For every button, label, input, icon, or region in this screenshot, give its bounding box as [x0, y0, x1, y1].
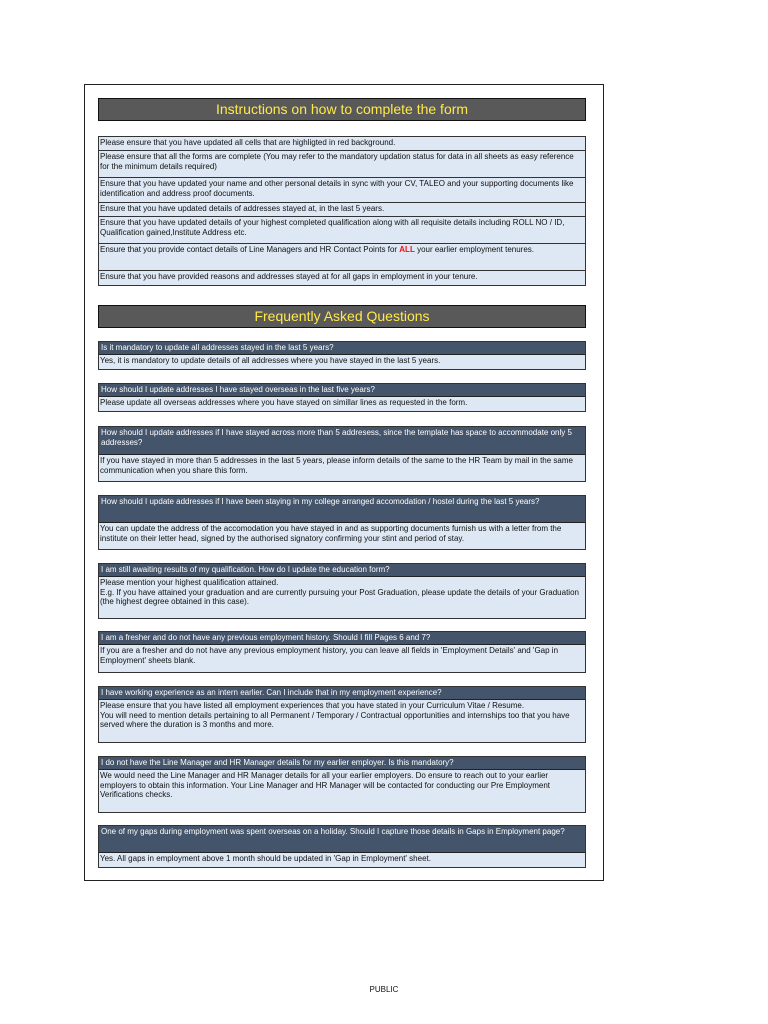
faq-question: One of my gaps during employment was spent overseas on a holiday. Should I capture those details in Gaps in Employment page?	[99, 826, 585, 853]
faq-item	[98, 426, 586, 482]
faq-question: I have working experience as an intern earlier. Can I include that in my employment experience?	[99, 687, 585, 700]
instruction-row: Ensure that you have provided reasons and addresses stayed at for all gaps in employment in your tenure.	[100, 272, 478, 281]
instruction-text: your earlier employment tenures.	[414, 245, 535, 254]
faq-question: How should I update addresses I have stayed overseas in the last five years?	[99, 384, 585, 397]
faq-question: I do not have the Line Manager and HR Manager details for my earlier employer. Is this mandatory?	[99, 757, 585, 770]
faq-answer: If you are a fresher and do not have any previous employment history, you can leave all fields in 'Employment Details' and 'Gap in Employment' sheets blank.	[99, 645, 585, 672]
instruction-text: Ensure that you provide contact details of Line Managers and HR Contact Points for	[100, 245, 400, 254]
highlight-all-text: ALL	[399, 245, 415, 254]
faq-question: How should I update addresses if I have been staying in my college arranged accomodation / hostel during the last 5 years?	[99, 496, 585, 523]
faq-answer: Yes. All gaps in employment above 1 month should be updated in 'Gap in Employment' sheet.	[99, 853, 585, 867]
instruction-row	[99, 244, 585, 271]
faq-answer: If you have stayed in more than 5 addresses in the last 5 years, please inform details of the same to the HR Team by mail in the same communication when you share this form.	[99, 455, 585, 481]
faq-question: How should I update addresses if I have stayed across more than 5 addresess, since the template has space to accommodate only 5 addresses?	[99, 427, 585, 455]
faq-answer: Please ensure that you have listed all employment experiences that you have stated in your Curriculum Vitae / Resume. You will need to mention details pertaining to all Permanent / Temporary / Contractual opportunities and internships too that you have served where the duration is 3 months and more.	[99, 700, 585, 742]
faq-item	[98, 495, 586, 550]
faq-answer: You can update the address of the accomodation you have stayed in and as supporting documents furnish us with a letter from the institute on their letter head, signed by the authorised signatory confirming your stint and period of stay.	[99, 523, 585, 549]
instruction-row: Ensure that you have updated your name and other personal details in sync with your CV, TALEO and your supporting documents like identification and address proof documents.	[99, 178, 585, 203]
instruction-row: Ensure that you have updated details of addresses stayed at, in the last 5 years.	[99, 203, 585, 217]
faq-answer: Please update all overseas addresses where you have stayed on simillar lines as requested in the form.	[99, 397, 585, 411]
faq-item	[98, 756, 586, 813]
faq-item	[98, 563, 586, 619]
faq-item	[98, 825, 586, 868]
classification-footer: PUBLIC	[369, 985, 399, 994]
faq-item	[98, 341, 586, 370]
faq-question: Is it mandatory to update all addresses stayed in the last 5 years?	[99, 342, 585, 355]
faq-item	[98, 383, 586, 412]
faq-answer: We would need the Line Manager and HR Manager details for all your earlier employers. Do ensure to reach out to your earlier employers to obtain this information. Your Line Manager and HR Manager will be contacted for conducting our Pre Employment Verifications checks.	[99, 770, 585, 812]
faq-title: Frequently Asked Questions	[98, 305, 586, 328]
instruction-row: Please ensure that all the forms are complete (You may refer to the mandatory updation status for data in all sheets as easy reference for the minimum details required)	[99, 151, 585, 178]
faq-answer: Please mention your highest qualification attained. E.g. If you have attained your graduation and are currently pursuing your Post Graduation, please update the details of your Graduation (the highest degree obtained in this case).	[99, 577, 585, 618]
instructions-title: Instructions on how to complete the form	[98, 98, 586, 121]
faq-question: I am a fresher and do not have any previous employment history. Should I fill Pages 6 and 7?	[99, 632, 585, 645]
faq-item	[98, 686, 586, 743]
faq-answer: Yes, it is mandatory to update details of all addresses where you have stayed in the last 5 years.	[99, 355, 585, 369]
instructions-table	[98, 136, 586, 286]
instruction-row: Ensure that you have updated details of your highest completed qualification along with all requisite details including ROLL NO / ID, Qualification gained,Institute Address etc.	[99, 217, 585, 244]
instruction-row: Please ensure that you have updated all cells that are highligted in red background.	[99, 137, 585, 151]
faq-question: I am still awaiting results of my qualification. How do I update the education form?	[99, 564, 585, 577]
faq-item	[98, 631, 586, 673]
